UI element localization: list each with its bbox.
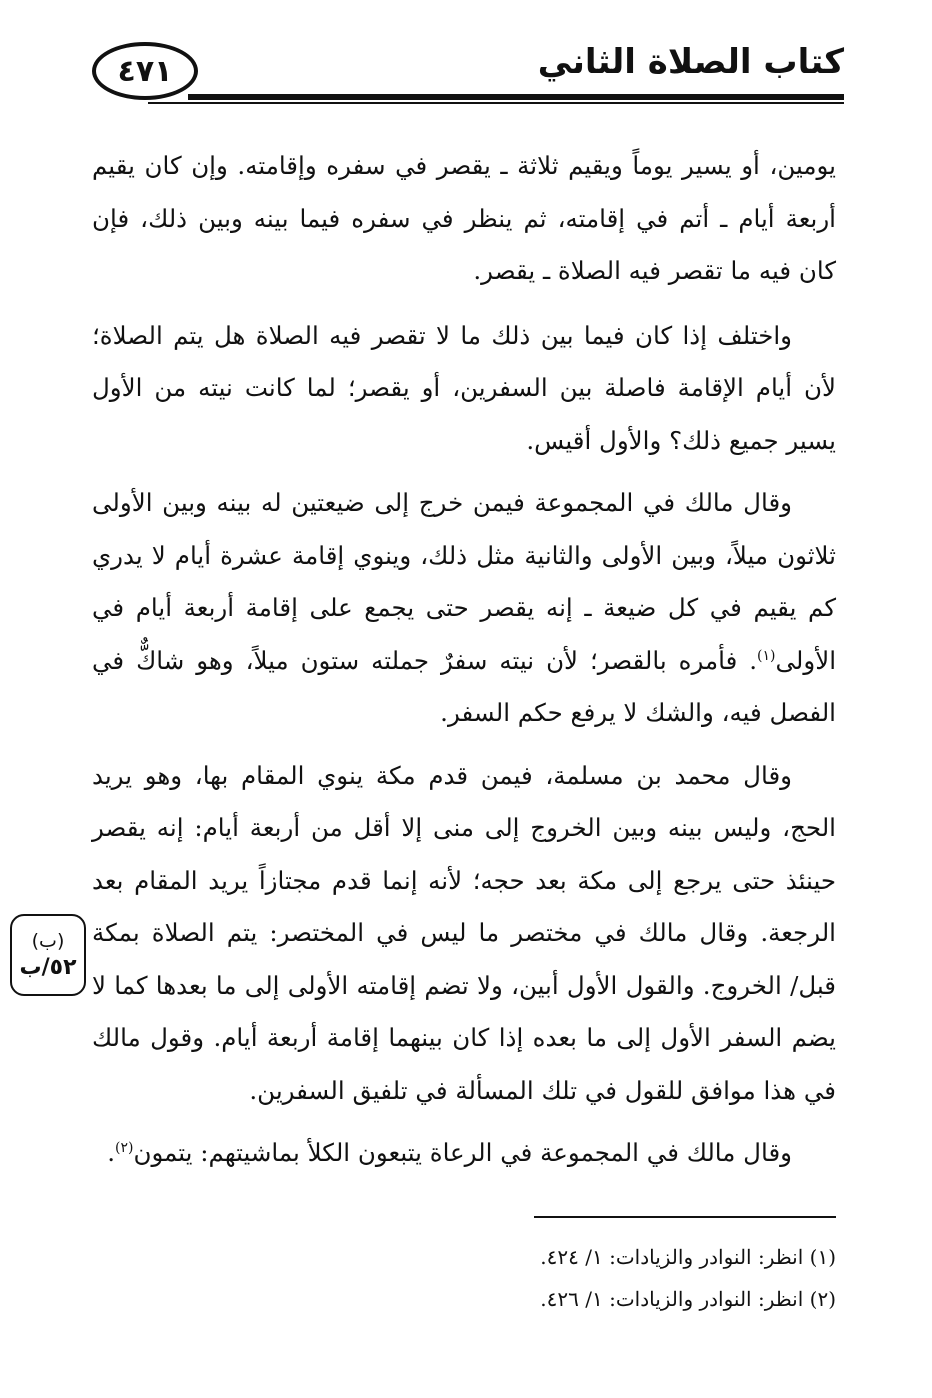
paragraph [92, 310, 836, 468]
paragraph [92, 140, 836, 298]
paragraph-text: واختلف إذا كان فيما بين ذلك ما لا تقصر فيه الصلاة هل يتم الصلاة؛ لأن أيام الإقامة فاصلة بين السفرين، أو يقصر؛ لما كانت نيته من الأول يسير جميع ذلك؟ والأول أقيس. [92, 320, 836, 455]
book-title: كتاب الصلاة الثاني [537, 42, 844, 82]
margin-note-line: (ب) [31, 930, 65, 952]
footnote: (١) انظر: النوادر والزيادات: ١/ ٤٢٤. [540, 1245, 836, 1269]
main-text [92, 140, 836, 1190]
header-rule [188, 94, 844, 100]
paragraph-text: . [107, 1138, 115, 1167]
footnote-ref: (١) [757, 647, 776, 664]
footnotes [92, 1236, 836, 1320]
page-number-badge [92, 42, 198, 100]
footnote-separator [534, 1216, 836, 1218]
paragraph-text: وقال محمد بن مسلمة، فيمن قدم مكة ينوي المقام بها، وهو يريد الحج، وليس بينه وبين الخروج إلى منى إلا أقل من أربعة أيام: إنه يقصر حينئذ حتى يرجع إلى مكة بعد حجه؛ لأنه إنما قدم مجتازاً يريد المقام بعد الرجعة. وقال مالك في مختصر ما ليس في المختصر: يتم الصلاة بمكة قبل/ الخروج. والقول الأول أبين، ولا تضم إقامته الأولى إلى ما بعدها كما لا يضم السفر الأول إلى ما بعده إذا كان بينهما إقامة أربعة أيام. وقول مالك في هذا موافق للقول في تلك المسألة في تلفيق السفرين. [92, 760, 836, 1105]
paragraph-text: وقال مالك في المجموعة فيمن خرج إلى ضيعتين له بينه وبين الأولى ثلاثون ميلاً، وبين الأولى والثانية مثل ذلك، وينوي إقامة عشرة أيام لا يدري كم يقيم في كل ضيعة ـ إنه يقصر حتى يجمع على إقامة أربعة أيام في الأولى [92, 488, 836, 675]
margin-note-folio: ٥٢/ب [19, 955, 77, 980]
manuscript-margin-note [10, 914, 86, 996]
paragraph-text: وقال مالك في المجموعة في الرعاة يتبعون الكلأ بماشيتهم: يتمون [133, 1138, 792, 1167]
page-header [88, 38, 844, 118]
paragraph-text: يومين، أو يسير يوماً ويقيم ثلاثة ـ يقصر في سفره وإقامته. وإن كان يقيم أربعة أيام ـ أتم في إقامته، ثم ينظر في سفره فيما بينه وبين ذلك، فإن كان فيه ما تقصر فيه الصلاة ـ يقصر. [92, 151, 836, 285]
page-number: ٤٧١ [117, 53, 173, 89]
footnote-ref: (٢) [114, 1139, 134, 1156]
header-rule-thin [148, 102, 844, 104]
paragraph [92, 1127, 836, 1180]
paragraph [92, 750, 836, 1118]
paragraph [92, 477, 836, 740]
footnote: (٢) انظر: النوادر والزيادات: ١/ ٤٢٦. [540, 1287, 836, 1311]
paragraph-text: . فأمره بالقصر؛ لأن نيته سفرٌ جملته ستون ميلاً، وهو شاكٌّ في الفصل فيه، والشك لا يرفع حكم السفر. [92, 645, 836, 727]
